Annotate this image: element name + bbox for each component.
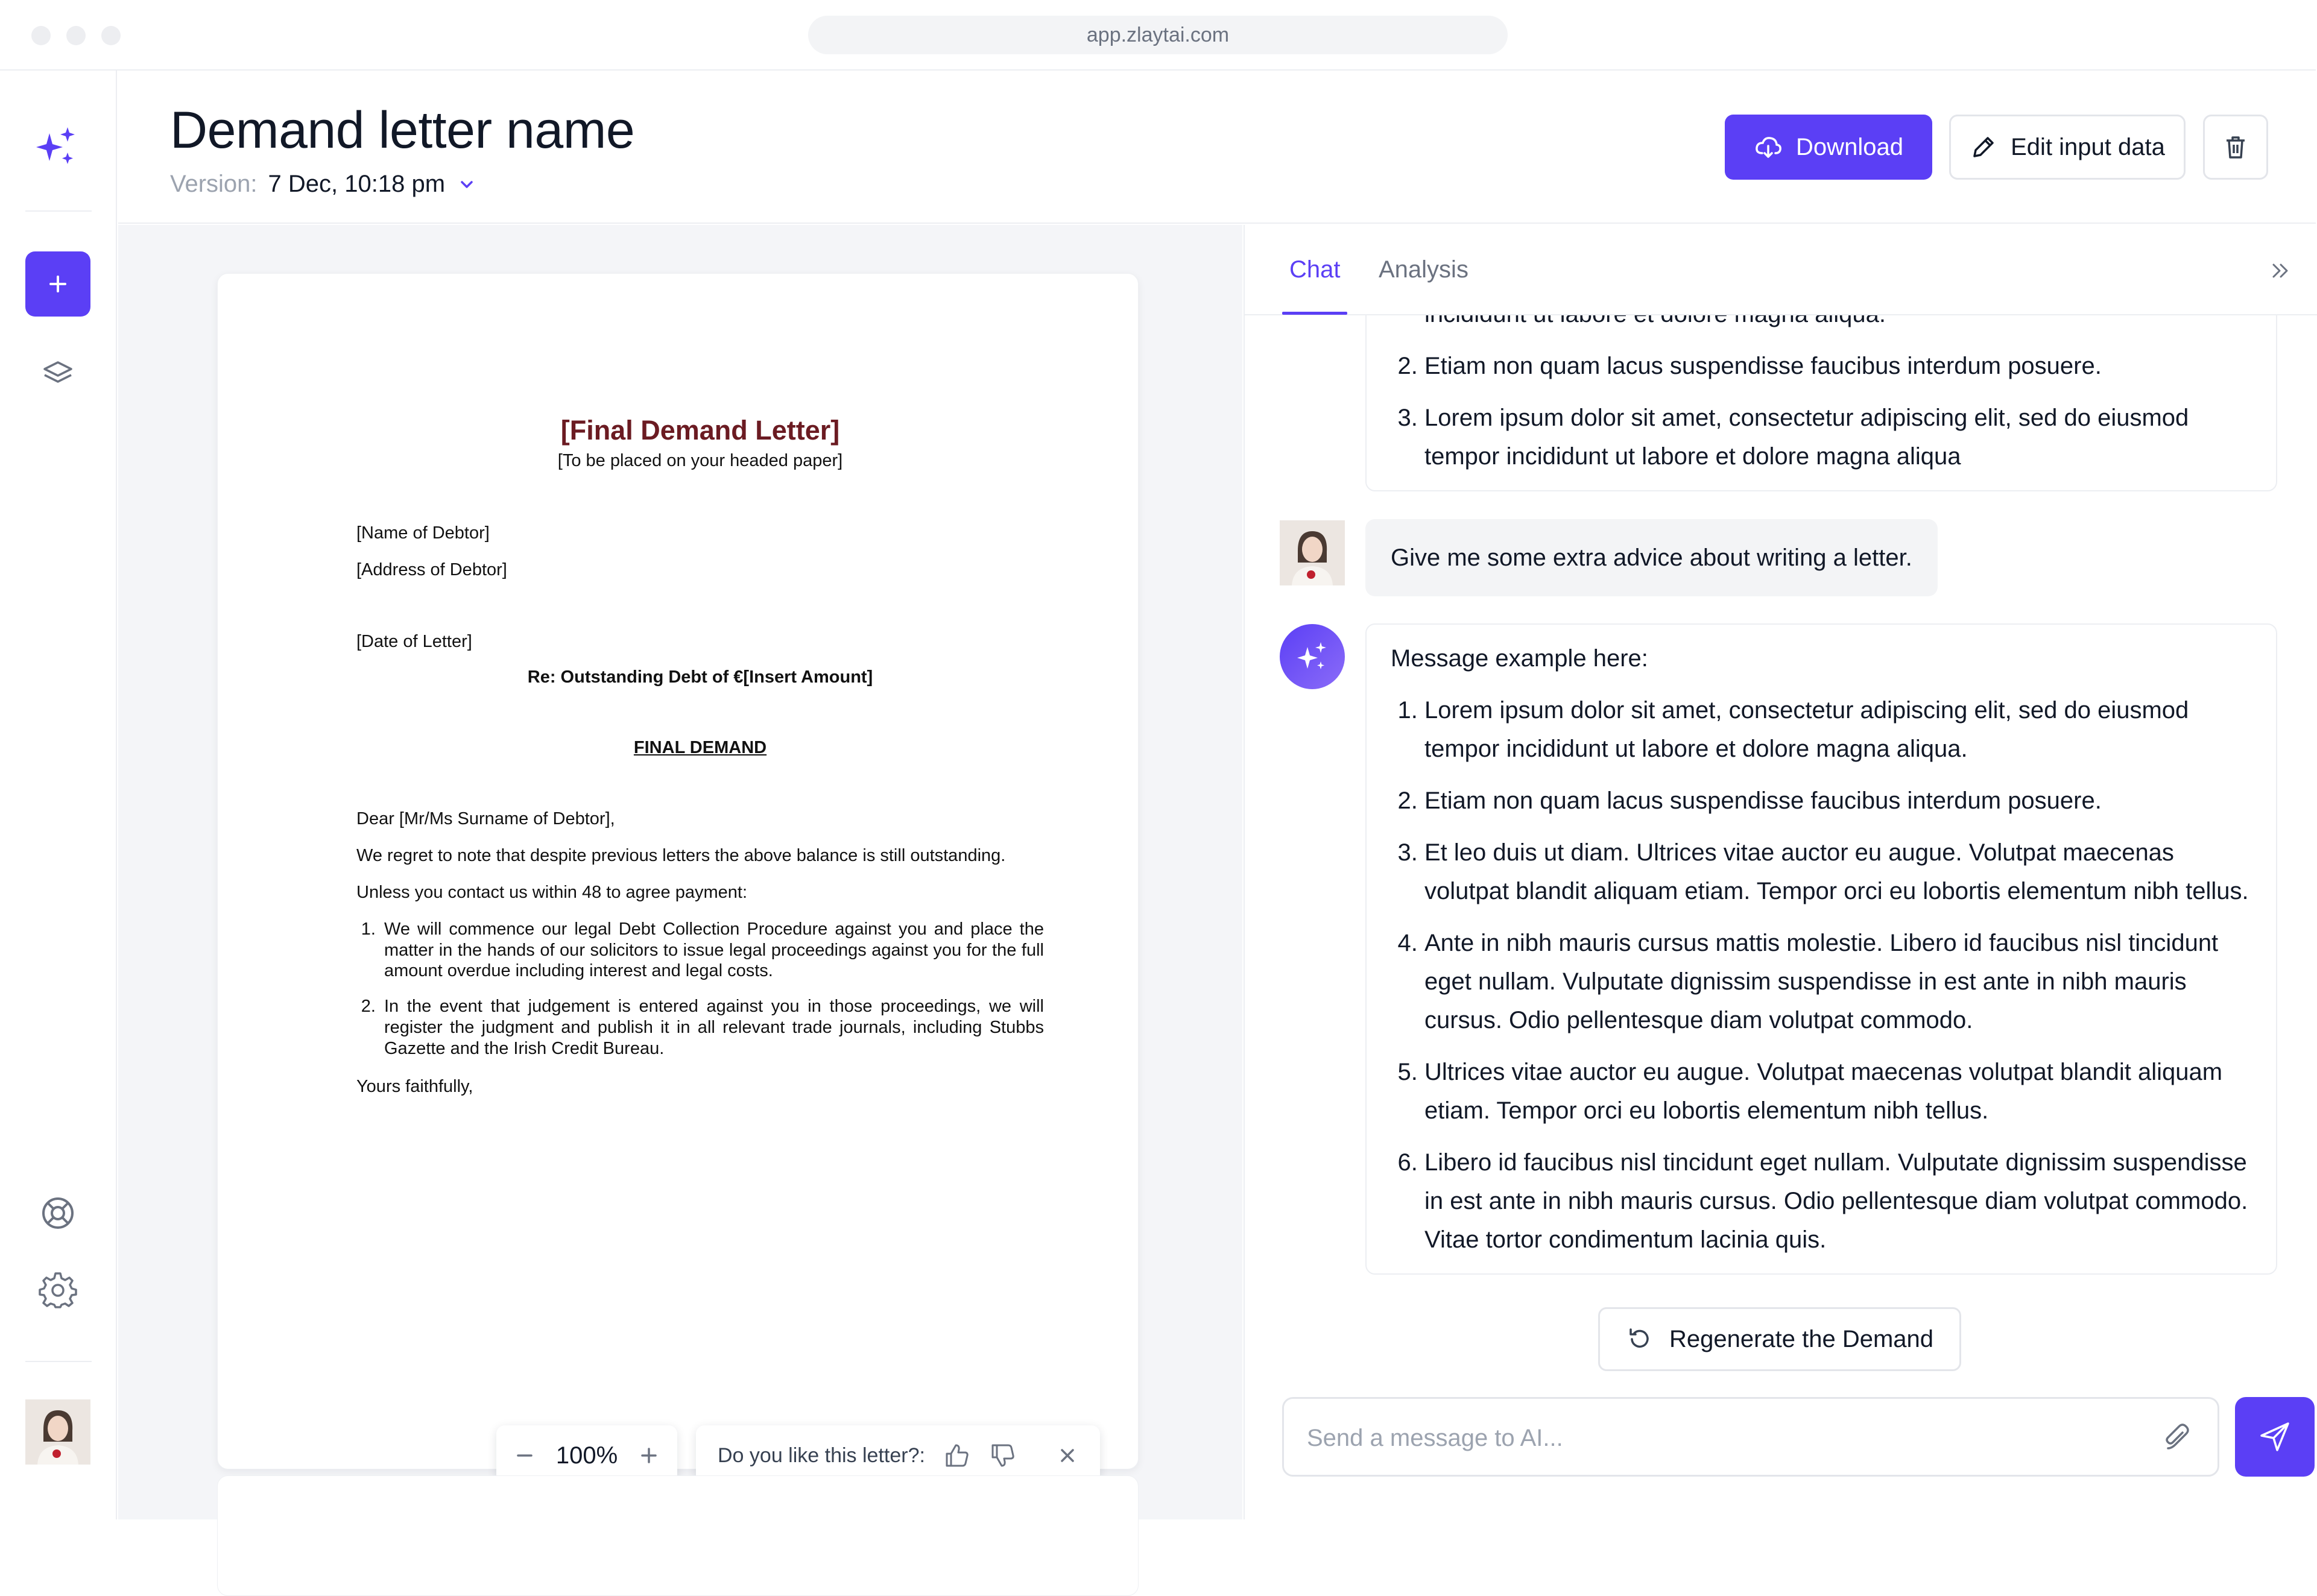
regenerate-label: Regenerate the Demand — [1669, 1325, 1934, 1352]
document-viewer — [118, 225, 1242, 1519]
new-letter-button[interactable] — [25, 251, 90, 317]
window-close-dot[interactable] — [31, 26, 51, 45]
letter-subtitle: [To be placed on your headed paper] — [557, 451, 843, 470]
ai-message-list — [1391, 691, 2252, 1259]
tab-chat[interactable]: Chat — [1289, 256, 1341, 283]
page-title: Demand letter name — [170, 101, 635, 159]
letter-debtor-address: [Address of Debtor] — [356, 560, 507, 579]
version-value: 7 Dec, 10:18 pm — [268, 171, 446, 197]
letter-final-demand: FINAL DEMAND — [633, 738, 767, 758]
tab-analysis[interactable]: Analysis — [1379, 256, 1468, 283]
letter-list-item: 2. In the event that judgement is entered against you in those proceedings, we will register the judgment and publish it in all relevant trade journals, including Stubbs Gazette and the Irish Credit Bureau. — [381, 996, 1044, 1059]
user-message: Give me some extra advice about writing a letter. — [1365, 519, 1938, 596]
download-label: Download — [1796, 133, 1903, 160]
sparkles-logo-icon[interactable] — [34, 125, 82, 173]
window-maximize-dot[interactable] — [101, 26, 121, 45]
letter-list-item: 1. We will commence our legal Debt Collection Procedure against you and place the matter in the hands of our solicitors to issue legal proceedings against you for the full amount overdue including interest and legal costs. — [381, 919, 1044, 982]
feedback-question: Do you like this letter?: — [718, 1443, 925, 1467]
user-avatar[interactable] — [25, 1399, 90, 1465]
pencil-icon — [1970, 133, 1997, 161]
sidebar-divider — [25, 1361, 92, 1362]
user-avatar — [1280, 520, 1345, 585]
download-button[interactable] — [1725, 115, 1932, 180]
letter-paragraph: We regret to note that despite previous letters the above balance is still outstanding. — [356, 846, 1006, 866]
letter-page — [217, 273, 1139, 1469]
ai-message-item: 2. Etiam non quam lacus suspendisse faucibus interdum posuere. — [1424, 347, 2252, 385]
letter-content — [356, 415, 1044, 1097]
letter-date: [Date of Letter] — [356, 631, 472, 651]
sidebar-divider — [25, 210, 92, 212]
chat-panel — [1244, 225, 2316, 1519]
browser-chrome — [0, 0, 2316, 71]
ai-message-item: 6. Libero id faucibus nisl tincidunt eget nullam. Vulputate dignissim suspendisse in est ante in nibh mauris cursus. Odio pellentesque diam volutpat commodo. Vitae tortor condimentum lacinia quis. — [1424, 1143, 2252, 1259]
letter-closing: Yours faithfully, — [356, 1076, 473, 1096]
ai-message-item: 2. Etiam non quam lacus suspendisse faucibus interdum posuere. — [1424, 781, 2252, 820]
address-bar[interactable]: app.zlaytai.com — [808, 16, 1508, 54]
plus-icon — [46, 272, 70, 296]
version-selector[interactable] — [170, 171, 476, 198]
close-icon[interactable] — [1057, 1445, 1078, 1466]
ai-message-item: 5. Ultrices vitae auctor eu augue. Volutpat maecenas volutpat blandit aliquam etiam. Tempor orci eu lobortis elementum nibh tellus. — [1424, 1053, 2252, 1130]
thumbs-up-icon[interactable] — [943, 1442, 971, 1469]
chevrons-right-icon[interactable] — [2269, 259, 2293, 283]
gear-icon[interactable] — [37, 1269, 79, 1311]
zoom-in-icon[interactable] — [639, 1445, 659, 1466]
ai-message-list — [1391, 295, 2252, 476]
edit-input-data-button[interactable] — [1949, 115, 2186, 180]
send-icon — [2258, 1420, 2292, 1454]
regenerate-button[interactable] — [1598, 1307, 1961, 1371]
lifebuoy-icon[interactable] — [37, 1192, 79, 1234]
ai-avatar — [1280, 624, 1345, 689]
left-sidebar — [0, 71, 117, 1519]
send-button[interactable] — [2235, 1397, 2315, 1477]
layers-icon[interactable] — [37, 352, 79, 394]
panel-tabs — [1245, 225, 2317, 315]
letter-re-line: Re: Outstanding Debt of €[Insert Amount] — [527, 667, 873, 687]
paperclip-icon[interactable] — [2160, 1421, 2193, 1454]
edit-label: Edit input data — [2011, 133, 2165, 160]
letter-salutation: Dear [Mr/Ms Surname of Debtor], — [356, 809, 615, 829]
ai-message — [1365, 623, 2277, 1275]
thumbs-down-icon[interactable] — [989, 1442, 1017, 1469]
chat-input-box — [1282, 1397, 2219, 1477]
version-label: Version: — [170, 171, 258, 197]
zoom-out-icon[interactable] — [514, 1445, 535, 1466]
letter-paragraph: Unless you contact us within 48 to agree payment: — [356, 882, 748, 902]
next-letter-page — [217, 1475, 1139, 1596]
chat-message-input[interactable] — [1307, 1417, 2139, 1459]
ai-message-item: 4. Ante in nibh mauris cursus mattis molestie. Libero id faucibus nisl tincidunt eget nullam. Vulputate dignissim suspendisse in est ante in nibh mauris cursus. Odio pellentesque diam volutpat commodo. — [1424, 924, 2252, 1039]
zoom-level: 100% — [555, 1442, 618, 1469]
letter-list — [356, 919, 1044, 1059]
delete-button[interactable] — [2203, 115, 2268, 180]
window-minimize-dot[interactable] — [66, 26, 86, 45]
trash-icon — [2222, 133, 2249, 161]
ai-message-item: 3. Lorem ipsum dolor sit amet, consectetur adipiscing elit, sed do eiusmod tempor incididunt ut labore et dolore magna aliqua — [1424, 399, 2252, 476]
refresh-icon — [1626, 1326, 1652, 1352]
ai-message-item: 1. Lorem ipsum dolor sit amet, consectetur adipiscing elit, sed do eiusmod tempor incididunt ut labore et dolore magna aliqua. — [1424, 691, 2252, 768]
sparkles-icon — [1295, 640, 1329, 673]
active-tab-indicator — [1282, 312, 1347, 315]
chevron-down-icon[interactable] — [457, 175, 476, 194]
cloud-download-icon — [1754, 133, 1783, 162]
letter-title: [Final Demand Letter] — [560, 415, 840, 446]
page-header — [118, 71, 2316, 224]
ai-message-item: 3. Et leo duis ut diam. Ultrices vitae auctor eu augue. Volutpat maecenas volutpat blandit aliquam etiam. Tempor orci eu lobortis elementum nibh tellus. — [1424, 833, 2252, 910]
ai-message-intro: Message example here: — [1391, 645, 1648, 672]
letter-debtor-name: [Name of Debtor] — [356, 523, 490, 543]
